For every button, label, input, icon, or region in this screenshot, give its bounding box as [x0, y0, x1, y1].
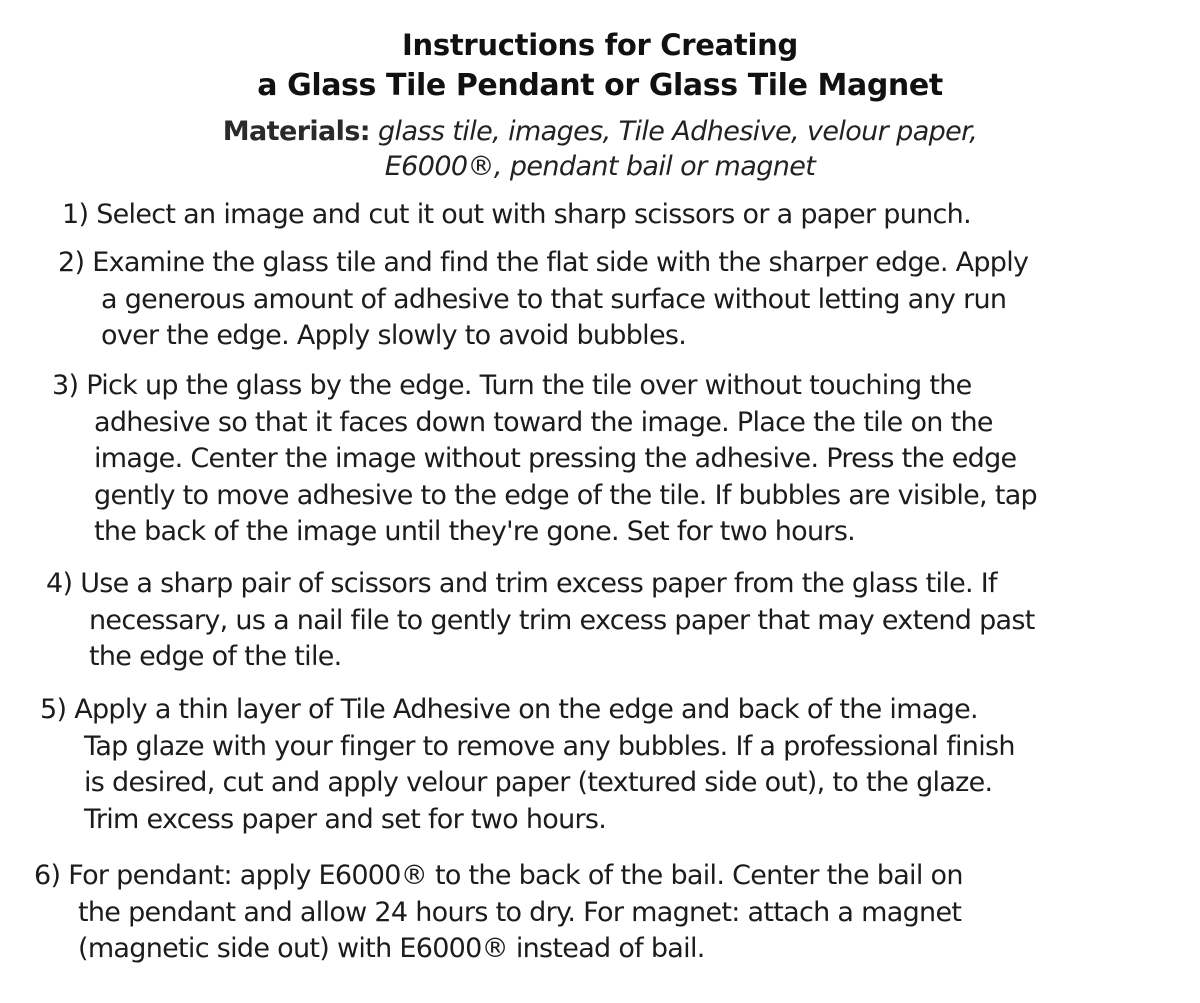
step-text: is desired, cut and apply velour paper (textured side out), to the glaze. [84, 767, 993, 798]
step-line [52, 368, 1037, 405]
step-number: 5) [40, 694, 67, 725]
step-text: a generous amount of adhesive to that surface without letting any run [101, 283, 1007, 315]
step-text: Examine the glass tile and find the flat side with the sharper edge. Apply [92, 247, 1029, 278]
materials-list-part-2: E6000®, pendant bail or magnet [384, 151, 816, 182]
step-text: the edge of the tile. [89, 641, 342, 672]
step-text: (magnetic side out) with E6000® instead of bail. [78, 933, 705, 964]
step-line [40, 692, 1015, 729]
step-text: image. Center the image without pressing the adhesive. Press the edge [94, 443, 1017, 474]
materials-block [0, 114, 1200, 184]
step-number: 1) [62, 199, 89, 230]
step-number: 3) [52, 370, 79, 401]
step-text: Use a sharp pair of scissors and trim excess paper from the glass tile. If [80, 568, 997, 599]
step-line [46, 566, 1035, 603]
page-subtitle: a Glass Tile Pendant or Glass Tile Magnet [257, 68, 943, 103]
page-title: Instructions for Creating [402, 28, 798, 62]
step-6 [34, 858, 963, 968]
step-text: Trim excess paper and set for two hours. [84, 803, 607, 835]
step-text: adhesive so that it faces down toward the image. Place the tile on the [94, 406, 993, 438]
step-1 [62, 197, 971, 234]
step-3 [52, 368, 1037, 551]
step-line [62, 197, 971, 234]
step-text: Pick up the glass by the edge. Turn the tile over without touching the [86, 370, 972, 401]
step-text: For pendant: apply E6000® to the back of the bail. Center the bail on [68, 860, 963, 891]
materials-line-1 [0, 114, 1200, 149]
materials-label: Materials: [222, 116, 371, 147]
step-2 [58, 245, 1028, 355]
step-text: gently to move adhesive to the edge of the tile. If bubbles are visible, tap [94, 479, 1037, 511]
step-text: Select an image and cut it out with sharp scissors or a paper punch. [96, 199, 971, 230]
step-number: 2) [58, 247, 85, 278]
step-text: the back of the image until they're gone. Set for two hours. [94, 516, 856, 547]
step-line [34, 858, 963, 895]
step-text: Tap glaze with your finger to remove any bubbles. If a professional finish [84, 730, 1015, 762]
step-number: 4) [46, 568, 73, 599]
step-4 [46, 566, 1035, 676]
step-text: the pendant and allow 24 hours to dry. For magnet: attach a magnet [78, 896, 962, 928]
step-text: Apply a thin layer of Tile Adhesive on the edge and back of the image. [74, 694, 978, 725]
step-text: necessary, us a nail file to gently trim excess paper that may extend past [89, 604, 1035, 636]
step-text: over the edge. Apply slowly to avoid bubbles. [101, 320, 687, 351]
materials-list-part-1: glass tile, images, Tile Adhesive, velour paper, [378, 116, 978, 147]
step-line [58, 245, 1028, 282]
step-number: 6) [34, 860, 61, 891]
step-5 [40, 692, 1015, 838]
